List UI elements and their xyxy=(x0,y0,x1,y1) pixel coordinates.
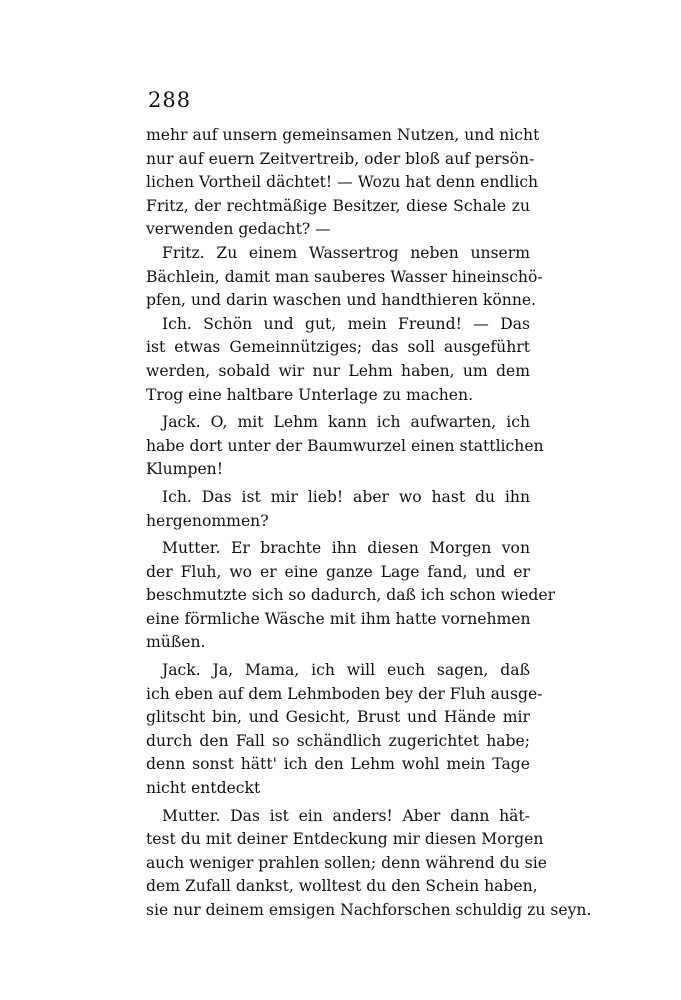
body-text xyxy=(146,124,592,923)
text-line: Bächlein, damit man sauberes Wasser hineinschö- xyxy=(146,267,543,286)
page-number: 288 xyxy=(148,88,192,112)
text-line: nur auf euern Zeitvertreib, oder bloß auf persön- xyxy=(146,149,535,168)
text-line: ich eben auf dem Lehmboden bey der Fluh ausge- xyxy=(146,684,543,703)
text-line: Fritz. Zu einem Wassertrog neben unserm xyxy=(162,243,530,262)
text-line: lichen Vortheil dächtet! — Wozu hat denn endlich xyxy=(146,173,539,192)
text-line: glitscht bin, und Gesicht, Brust und Hände mir xyxy=(146,708,530,727)
text-line: dem Zufall dankst, wolltest du den Schein haben, xyxy=(146,877,538,896)
text-line: Ich. Schön und gut, mein Freund! — Das xyxy=(162,314,530,333)
text-line: test du mit deiner Entdeckung mir diesen Morgen xyxy=(146,830,544,849)
text-line: verwenden gedacht? — xyxy=(146,220,331,239)
text-line: mehr auf unsern gemeinsamen Nutzen, und nicht xyxy=(146,126,540,144)
text-line: Fritz, der rechtmäßige Besitzer, diese Schale zu xyxy=(146,196,530,215)
text-line: eine förmliche Wäsche mit ihm hatte vornehmen xyxy=(146,609,531,628)
text-line: Trog eine haltbare Unterlage zu machen. xyxy=(146,385,474,404)
text-line: Jack. Ja, Mama, ich will euch sagen, daß xyxy=(162,661,530,680)
text-line: beschmutzte sich so dadurch, daß ich schon wieder xyxy=(146,586,556,605)
text-line: sie nur deinem emsigen Nachforschen schuldig zu seyn. xyxy=(146,901,592,919)
text-line: ist etwas Gemeinnütziges; das soll ausgeführt xyxy=(146,338,530,357)
text-line: auch weniger prahlen sollen; denn während du sie xyxy=(146,853,547,872)
text-line: durch den Fall so schändlich zugerichtet habe; xyxy=(146,731,530,750)
text-line: der Fluh, wo er eine ganze Lage fand, und er xyxy=(146,562,530,581)
text-line: Mutter. Er brachte ihn diesen Morgen von xyxy=(162,539,530,558)
text-line: nicht entdeckt xyxy=(146,779,261,798)
text-line: werden, sobald wir nur Lehm haben, um dem xyxy=(146,361,530,380)
text-line: hergenommen? xyxy=(146,511,269,530)
text-line: Jack. O, mit Lehm kann ich aufwarten, ich xyxy=(162,413,530,432)
text-line: müßen. xyxy=(146,633,206,652)
text-line: denn sonst hätt' ich den Lehm wohl mein Tage xyxy=(146,755,530,774)
text-line: Ich. Das ist mir lieb! aber wo hast du ihn xyxy=(162,487,530,506)
text-line: habe dort unter der Baumwurzel einen stattlichen xyxy=(146,436,544,455)
text-line: Klumpen! xyxy=(146,460,223,479)
text-line: Mutter. Das ist ein anders! Aber dann hät- xyxy=(162,806,530,825)
text-line: pfen, und darin waschen und handthieren könne. xyxy=(146,291,537,310)
